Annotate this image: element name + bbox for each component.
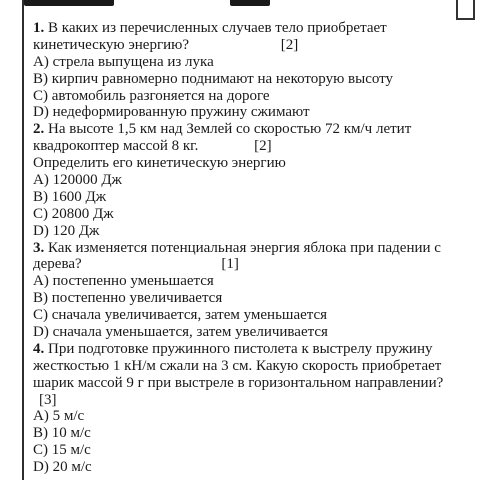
answer-option: A) 120000 Дж	[33, 172, 122, 189]
question-number: 1.	[33, 20, 45, 36]
answer-option: D) сначала уменьшается, затем увеличивается	[33, 324, 328, 341]
question-number: 3.	[33, 239, 45, 256]
answer-option: D) недеформированную пружину сжимают	[33, 104, 310, 121]
question-text-line: На высоте 1,5 км над Землей со скоростью 72 км/ч летит	[48, 121, 412, 138]
question-text-line: дерева?	[33, 256, 82, 273]
answer-option: A) постепенно уменьшается	[33, 273, 214, 290]
answer-option: B) постепенно увеличивается	[33, 290, 223, 307]
left-margin-line	[22, 0, 24, 480]
answer-option: C) 15 м/с	[33, 442, 91, 459]
cut-off-top-strip	[0, 0, 479, 20]
question-mark: [2]	[280, 36, 299, 53]
answer-option: A) 5 м/с	[33, 408, 85, 425]
answer-option: C) сначала увеличивается, затем уменьшается	[33, 307, 328, 324]
answer-option: B) кирпич равномерно поднимают на некоторую высоту	[33, 70, 394, 87]
answer-option: D) 20 м/с	[33, 459, 92, 476]
question-number: 2.	[33, 121, 45, 138]
question-2	[33, 121, 473, 239]
question-1	[33, 20, 473, 121]
question-text-line: квадрокоптер массой 8 кг.	[33, 138, 199, 155]
question-3	[33, 240, 473, 341]
question-text-line: При подготовке пружинного пистолета к выстрелу пружину	[48, 340, 433, 357]
test-questions	[33, 20, 473, 476]
question-mark: [3]	[39, 391, 57, 408]
question-text-line: Как изменяется потенциальная энергия яблока при падении с	[48, 239, 441, 256]
question-mark: [2]	[254, 138, 272, 155]
answer-option: A) стрела выпущена из лука	[33, 53, 214, 70]
question-text-line: кинетическую энергию?	[33, 36, 190, 53]
question-text-line: жесткостью 1 кН/м сжали на 3 см. Какую скорость приобретает	[33, 357, 442, 374]
answer-option: C) автомобиль разгоняется на дороге	[33, 87, 270, 104]
answer-option: D) 120 Дж	[33, 222, 100, 239]
question-mark: [1]	[221, 256, 239, 273]
answer-option: C) 20800 Дж	[33, 205, 114, 222]
cut-off-text-fragment	[24, 0, 114, 6]
answer-option: B) 1600 Дж	[33, 188, 107, 205]
page-corner-box	[456, 0, 475, 20]
question-text-line: шарик массой 9 г при выстреле в горизонтальном направлении?	[33, 374, 444, 391]
question-text-line: В каких из перечисленных случаев тело приобретает	[48, 20, 387, 36]
question-number: 4.	[33, 340, 45, 357]
question-4	[33, 341, 473, 476]
question-text-line: Определить его кинетическую энергию	[33, 155, 286, 172]
cut-off-text-fragment	[230, 0, 270, 6]
answer-option: B) 10 м/с	[33, 425, 91, 442]
